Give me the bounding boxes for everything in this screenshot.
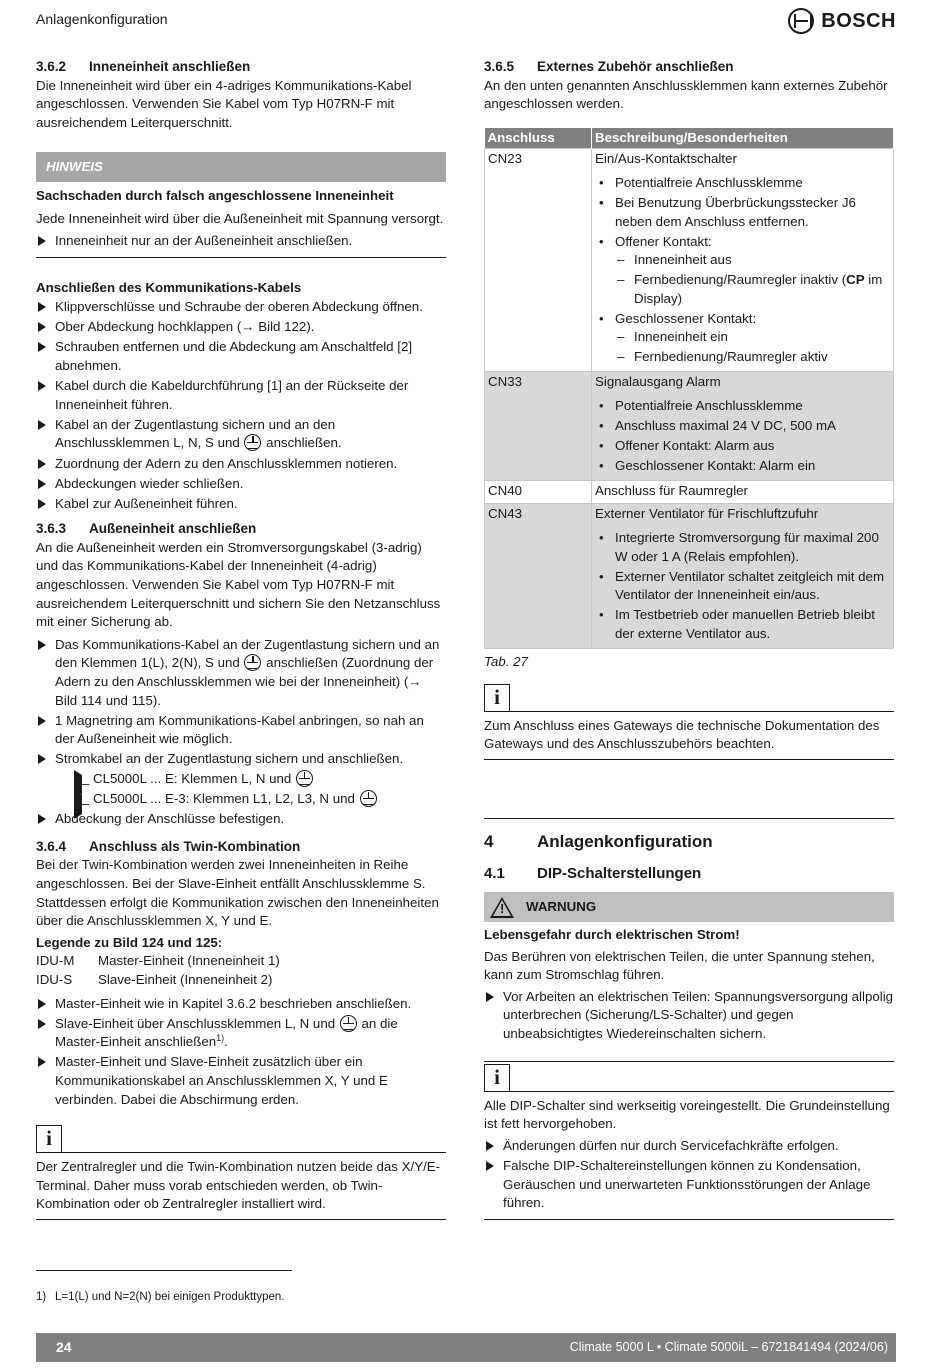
section-title: Externes Zubehör anschließen [537, 59, 734, 74]
legend-row: IDU-M Master-Einheit (Inneneinheit 1) [36, 953, 280, 969]
footnote-ref: 1) [216, 1033, 225, 1044]
info-icon: i [484, 1064, 510, 1092]
right-column [484, 58, 894, 1220]
dash-list [55, 770, 446, 809]
list-item: – Inneneinheit ein [615, 328, 891, 347]
notice-title: Sachschaden durch falsch angeschlossene Inneneinheit [36, 188, 394, 204]
list-item: • Potentialfreie Anschlussklemme [595, 397, 891, 416]
step-item: Kabel zur Außeneinheit führen. [36, 495, 446, 514]
section-number: 3.6.2 [36, 59, 67, 74]
footnote: 1) L=1(L) und N=2(N) bei einigen Produkttypen. [36, 1291, 285, 1303]
step-item: Schrauben entfernen und die Abdeckung am Anschaltfeld [2] abnehmen. [36, 338, 446, 375]
list-item: – Inneneinheit aus [615, 251, 891, 270]
list-item: – Fernbedienung/Raumregler aktiv [615, 348, 891, 367]
warning-triangle-icon: ! [490, 897, 514, 918]
table-cell: Signalausgang Alarm • Potentialfreie Anschlussklemme • Anschluss maximal 24 V DC, 500 mA • Offener Kontakt: Alarm aus • Geschlossener Kontakt: Alarm ein [592, 371, 894, 480]
list-item: • Offener Kontakt: – Inneneinheit aus – Fernbedienung/Raumregler inaktiv (CP im Display) [595, 233, 891, 308]
step-item: Abdeckungen wieder schließen. [36, 475, 446, 494]
warning-text: Das Berühren von elektrischen Teilen, die unter Spannung stehen, kann zum Stromschlag führen. [484, 948, 875, 983]
info-text: Alle DIP-Schalter sind werkseitig voreingestellt. Die Grundeinstellung ist fett hervorgehoben. [484, 1097, 890, 1132]
info-box [484, 1061, 894, 1221]
ground-icon [244, 434, 261, 451]
section-number: 4.1 [484, 864, 505, 882]
page-header [36, 8, 896, 34]
step-item: Klippverschlüsse und Schraube der oberen Abdeckung öffnen. [36, 298, 446, 317]
warning-title: Lebensgefahr durch elektrischen Strom! [484, 927, 740, 943]
ground-icon [340, 1015, 357, 1032]
footer-text: Climate 5000 L • Climate 5000iL – 6721841494 (2024/06) [569, 1340, 888, 1354]
section-title: Inneneinheit anschließen [89, 59, 251, 74]
table-row [485, 504, 894, 649]
page-number: 24 [56, 1339, 72, 1355]
table-header: Beschreibung/Besonderheiten [592, 128, 894, 149]
list-item: • Integrierte Stromversorgung für maximal 200 W oder 1 A (Relais empfohlen). [595, 529, 891, 566]
step-item: Änderungen dürfen nur durch Servicefachkräfte erfolgen. [484, 1137, 894, 1156]
step-item: Master-Einheit wie in Kapitel 3.6.2 beschrieben anschließen. [36, 995, 446, 1014]
info-box [36, 1123, 446, 1220]
warning-label: WARNUNG [526, 898, 597, 914]
section-number: 3.6.5 [484, 59, 515, 74]
list-item: • Bei Benutzung Überbrückungsstecker J6 neben dem Anschluss entfernen. [595, 194, 891, 231]
info-text: Zum Anschluss eines Gateways die technische Dokumentation des Gateways und des Anschlusszubehörs beachten. [484, 717, 880, 752]
table-header: Anschluss [485, 128, 592, 149]
step-item: Falsche DIP-Schaltereinstellungen können zu Kondensation, Geräuschen und unerwarteten Funktionsstörungen der Anlage führen. [484, 1157, 894, 1213]
section-title: DIP-Schalterstellungen [537, 864, 702, 882]
section-intro: An die Außeneinheit werden ein Stromversorgungskabel (3-adrig) und das Kommunikations-Kabel der Inneneinheit (4-adrig) angeschlossen. Verwenden Sie Kabel vom Typ H07RN-F mit ausreichendem Leiterquerschnitt und sichern Sie den Netzanschluss mit einer Sicherung ab. [36, 539, 441, 630]
step-item: Stromkabel an der Zugentlastung sichern und anschließen. – CL5000L ... E: Klemmen L, N und – CL5000L ... E-3: Klemmen L1, L2, L3, N und [36, 750, 446, 808]
notice-step: Inneneinheit nur an der Außeneinheit anschließen. [36, 232, 446, 251]
info-icon: i [484, 684, 510, 712]
ground-icon [360, 790, 377, 807]
section-intro: Bei der Twin-Kombination werden zwei Inneneinheiten in Reihe angeschlossen. Bei der Slave-Einheit entfällt Anschlussklemme S. Stattdessen erfolgt die Kommunikation zwischen den Inneneinheiten über die Anschlussklemmen X, Y und E. [36, 857, 439, 929]
step-list [36, 636, 446, 829]
accessory-table [484, 128, 894, 649]
list-item: • Externer Ventilator schaltet zeitgleich mit dem Ventilator der Inneneinheit ein/aus. [595, 568, 891, 605]
step-item: Abdeckung der Anschlüsse befestigen. [36, 810, 446, 829]
section-intro: Die Inneneinheit wird über ein 4-adriges Kommunikations-Kabel angeschlossen. Verwenden Sie Kabel vom Typ H07RN-F mit ausreichendem Leiterquerschnitt. [36, 77, 412, 130]
section-intro: An den unten genannten Anschlussklemmen kann externes Zubehör angeschlossen werden. [484, 77, 888, 112]
list-item: • Geschlossener Kontakt: – Inneneinheit ein – Fernbedienung/Raumregler aktiv [595, 310, 891, 367]
step-list [36, 995, 446, 1110]
section-number: 3.6.4 [36, 838, 67, 854]
step-item: Ober Abdeckung hochklappen (→ Bild 122). [36, 318, 446, 337]
table-cell: Anschluss für Raumregler [592, 480, 894, 504]
chapter-title: Anlagenkonfiguration [537, 831, 713, 851]
table-cell: CN33 [485, 371, 592, 480]
list-item: • Offener Kontakt: Alarm aus [595, 437, 891, 456]
chapter-number: 4 [484, 831, 494, 851]
step-list [36, 298, 446, 513]
table-row [485, 371, 894, 480]
section-heading-4-1 [484, 865, 894, 884]
chapter-heading [484, 818, 894, 852]
step-item: Master-Einheit und Slave-Einheit zusätzlich über ein Kommunikationskabel an Anschlussklemmen X, Y und E verbinden. Dabei die Abschirmung erden. [36, 1053, 446, 1109]
subsection-title: Anschließen des Kommunikations-Kabels [36, 279, 302, 295]
list-item: • Anschluss maximal 24 V DC, 500 mA [595, 417, 891, 436]
ground-icon [296, 770, 313, 787]
section-heading-3-6-3 [36, 520, 446, 539]
table-cell: Externer Ventilator für Frischluftzufuhr • Integrierte Stromversorgung für maximal 200 W oder 1 A (Relais empfohlen). • Externer Ventilator schaltet zeitgleich mit dem Ventilator der Inneneinheit ein/aus. • Im Testbetrieb oder manuellen Betrieb bleibt der externe Ventilator aus. [592, 504, 894, 649]
left-column [36, 58, 446, 1220]
info-text: Der Zentralregler und die Twin-Kombination nutzen beide das X/Y/E-Terminal. Daher muss vorab entschieden werden, ob Twin-Kombination oder ob Zentralregler installiert wird. [36, 1159, 441, 1212]
table-cell: CN43 [485, 504, 592, 649]
step-item: Vor Arbeiten an elektrischen Teilen: Spannungsversorgung allpolig unterbrechen (Sicherung/LS-Schalter) und gegen unbeabsichtigtes Wiedereinschalten sichern. [484, 988, 894, 1044]
section-heading-3-6-4 [36, 838, 446, 857]
ground-icon [244, 654, 261, 671]
table-cell: CN40 [485, 480, 592, 504]
section-heading-3-6-2 [36, 58, 446, 77]
table-caption: Tab. 27 [484, 654, 528, 670]
warning-bar [484, 892, 894, 922]
step-item: Zuordnung der Adern zu den Anschlussklemmen notieren. [36, 455, 446, 474]
table-row [485, 149, 894, 372]
list-item: • Im Testbetrieb oder manuellen Betrieb bleibt der externe Ventilator aus. [595, 606, 891, 643]
notice-text: Jede Inneneinheit wird über die Außeneinheit mit Spannung versorgt. [36, 210, 444, 226]
info-icon: i [36, 1125, 62, 1153]
brand-wordmark: BOSCH [821, 9, 896, 32]
notice-label: HINWEIS [36, 152, 446, 182]
step-item: Kabel durch die Kabeldurchführung [1] an der Rückseite der Inneneinheit führen. [36, 377, 446, 414]
table-header-row [485, 128, 894, 149]
header-title: Anlagenkonfiguration [36, 11, 168, 27]
section-title: Anschluss als Twin-Kombination [89, 838, 301, 854]
table-cell: CN23 [485, 149, 592, 372]
notice-box [36, 152, 446, 257]
bosch-armature-icon [788, 8, 814, 34]
dash-item: – CL5000L ... E: Klemmen L, N und [55, 770, 446, 789]
list-item: • Geschlossener Kontakt: Alarm ein [595, 457, 891, 476]
list-item: – Fernbedienung/Raumregler inaktiv (CP im Display) [615, 271, 891, 308]
legend-row: IDU-S Slave-Einheit (Inneneinheit 2) [36, 971, 273, 987]
footnote-rule [36, 1270, 292, 1271]
dash-item: – CL5000L ... E-3: Klemmen L1, L2, L3, N und [55, 790, 446, 809]
list-item: • Potentialfreie Anschlussklemme [595, 174, 891, 193]
table-cell: Ein/Aus-Kontaktschalter • Potentialfreie Anschlussklemme • Bei Benutzung Überbrückungsstecker J6 neben dem Anschluss entfernen. • Offener Kontakt: – Inneneinheit aus – Fernbedienung/Raumregler inaktiv (CP im Display) • Geschlossener Kontakt: – Inneneinheit ein – Fernbedienung/Raumregler aktiv [592, 149, 894, 372]
step-list [484, 988, 894, 1044]
step-item: Kabel an der Zugentlastung sichern und an den Anschlussklemmen L, N, S und anschließen. [36, 416, 446, 453]
step-item: Das Kommunikations-Kabel an der Zugentlastung sichern und an den Klemmen 1(L), 2(N), S und anschließen (Zuordnung der Adern zu den Anschlussklemmen wie bei der Inneneinheit) (→ Bild 114 und 115). [36, 636, 446, 710]
section-heading-3-6-5 [484, 58, 894, 77]
section-number: 3.6.3 [36, 521, 67, 537]
bosch-logo [788, 8, 896, 34]
step-item: 1 Magnetring am Kommunikations-Kabel anbringen, so nah an der Außeneinheit wie möglich. [36, 712, 446, 749]
page-footer [36, 1333, 896, 1362]
info-box [484, 682, 894, 760]
step-list [484, 1137, 894, 1213]
legend-title: Legende zu Bild 124 und 125: [36, 934, 223, 950]
table-row [485, 480, 894, 504]
section-title: Außeneinheit anschließen [89, 521, 257, 537]
step-item: Slave-Einheit über Anschlussklemmen L, N und an die Master-Einheit anschließen$^{1)}$. [36, 1015, 446, 1052]
